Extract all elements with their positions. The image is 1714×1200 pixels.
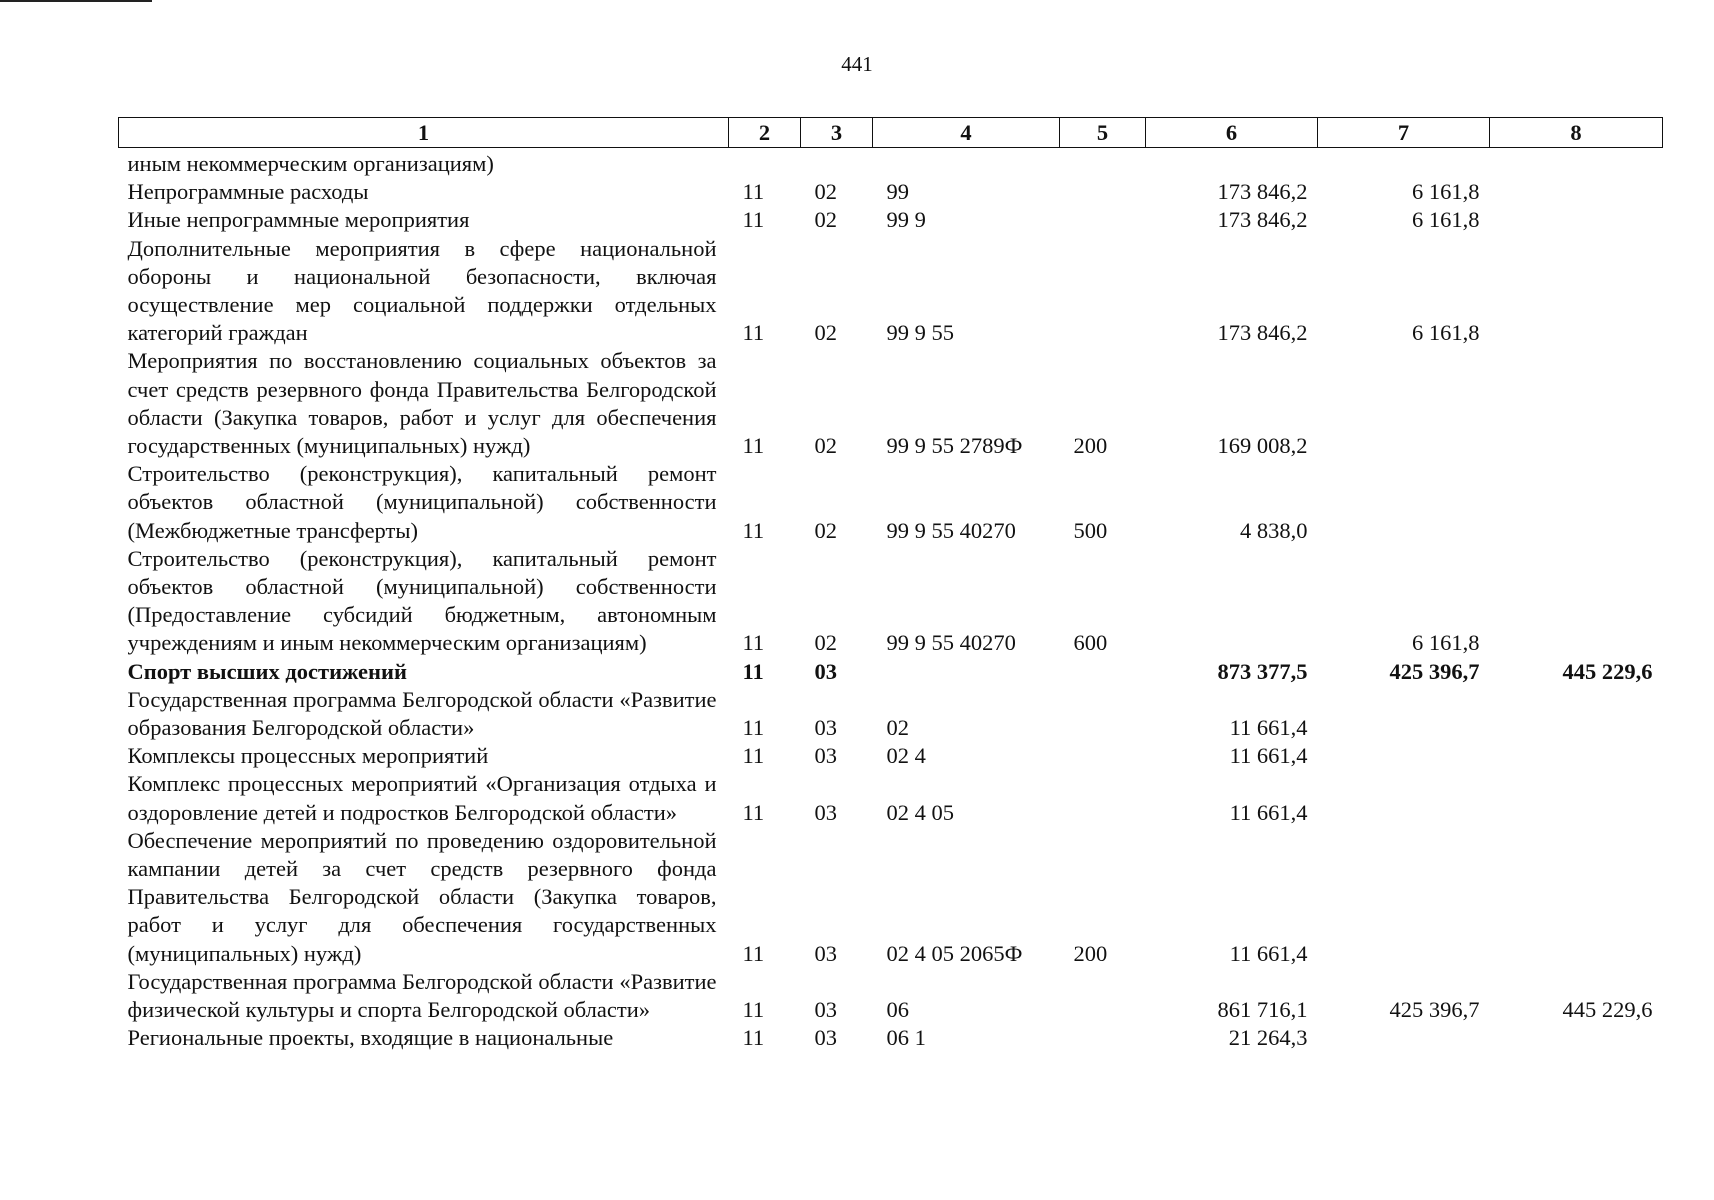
row-name: Дополнительные мероприятия в сфере национальной обороны и национальной безопасности, включая осуществление мер социальной поддержки отдельных категорий граждан	[127, 235, 717, 346]
row-amount-year-2	[1318, 347, 1490, 460]
table-row	[119, 148, 1663, 179]
row-expense-type: 200	[1073, 433, 1108, 459]
row-subsection: 02	[814, 320, 837, 346]
row-amount-year-2: 425 396,7	[1389, 658, 1480, 684]
table-row	[119, 235, 1663, 348]
row-target-article: 99 9 55 40270	[886, 517, 1016, 543]
row-target-article	[873, 148, 1060, 179]
row-expense-type: 500	[1073, 517, 1108, 543]
row-expense-type: 600	[1073, 630, 1108, 656]
row-section: 11	[742, 320, 765, 346]
row-amount-year-3	[1490, 545, 1663, 658]
row-amount-year-3	[1490, 742, 1663, 770]
row-amount-year-3	[1490, 686, 1663, 742]
row-subsection: 02	[814, 630, 837, 656]
row-amount-year-3	[1490, 235, 1663, 348]
row-name: Государственная программа Белгородской области «Развитие физической культуры и спорта Белгородской области»	[127, 968, 717, 1023]
row-subsection: 03	[814, 1025, 837, 1051]
row-amount-year-2: 6 161,8	[1412, 207, 1480, 233]
row-subsection: 03	[814, 940, 837, 966]
row-subsection: 03	[814, 997, 837, 1023]
row-subsection	[801, 148, 873, 179]
table-row	[119, 686, 1663, 742]
row-section: 11	[742, 207, 765, 233]
row-amount-year-2: 6 161,8	[1412, 320, 1480, 346]
row-expense-type	[1060, 178, 1146, 206]
table-row	[119, 545, 1663, 658]
row-amount-year-1: 873 377,5	[1217, 658, 1308, 684]
row-amount-year-2	[1318, 686, 1490, 742]
top-rule	[0, 0, 152, 2]
row-amount-year-2	[1318, 827, 1490, 968]
row-subsection: 03	[814, 799, 837, 825]
row-expense-type	[1060, 742, 1146, 770]
row-section: 11	[742, 997, 765, 1023]
row-subsection: 03	[814, 715, 837, 741]
budget-table	[118, 117, 1663, 1053]
header-col-5: 5	[1060, 118, 1146, 148]
table-row	[119, 460, 1663, 545]
header-col-1: 1	[119, 118, 729, 148]
row-amount-year-1	[1146, 545, 1318, 658]
row-amount-year-2	[1318, 460, 1490, 545]
header-col-3: 3	[801, 118, 873, 148]
row-amount-year-2: 6 161,8	[1412, 179, 1480, 205]
row-section	[729, 148, 801, 179]
table-row	[119, 827, 1663, 968]
row-amount-year-2	[1318, 148, 1490, 179]
row-amount-year-1: 173 846,2	[1217, 207, 1308, 233]
row-target-article: 02 4 05	[886, 799, 954, 825]
table-row	[119, 770, 1663, 826]
row-amount-year-3	[1490, 148, 1663, 179]
row-expense-type	[1060, 235, 1146, 348]
row-name: Мероприятия по восстановлению социальных объектов за счет средств резервного фонда Правительства Белгородской области (Закупка товаров, работ и услуг для обеспечения государственных (муниципальных) нужд)	[127, 348, 717, 459]
table-row	[119, 658, 1663, 686]
row-subsection: 02	[814, 179, 837, 205]
row-name: иным некоммерческим организациям)	[127, 151, 494, 176]
row-subsection: 02	[814, 207, 837, 233]
table-header	[119, 118, 1663, 148]
table-row	[119, 178, 1663, 206]
row-amount-year-3	[1490, 770, 1663, 826]
row-name: Иные непрограммные мероприятия	[127, 207, 470, 233]
header-col-4: 4	[873, 118, 1060, 148]
row-section: 11	[742, 517, 765, 543]
row-amount-year-1: 11 661,4	[1229, 743, 1308, 769]
row-amount-year-3: 445 229,6	[1562, 658, 1653, 684]
row-amount-year-2	[1318, 742, 1490, 770]
row-target-article	[873, 658, 1060, 686]
row-expense-type	[1060, 148, 1146, 179]
table-row	[119, 1024, 1663, 1052]
row-amount-year-1: 169 008,2	[1217, 433, 1308, 459]
row-name: Непрограммные расходы	[127, 179, 369, 205]
table-row	[119, 968, 1663, 1024]
row-section: 11	[742, 179, 765, 205]
row-amount-year-3: 445 229,6	[1562, 997, 1653, 1023]
row-target-article: 02 4	[886, 743, 926, 769]
row-target-article: 99 9	[886, 207, 926, 233]
row-name: Региональные проекты, входящие в национальные	[127, 1025, 614, 1051]
row-name: Строительство (реконструкция), капитальный ремонт объектов областной (муниципальной) собственности (Предоставление субсидий бюджетным, автономным учреждениям и иным некоммерческим организациям)	[127, 545, 717, 656]
row-amount-year-1: 861 716,1	[1217, 997, 1308, 1023]
row-section: 11	[742, 743, 765, 769]
row-name: Государственная программа Белгородской области «Развитие образования Белгородской области»	[127, 686, 717, 741]
table-body	[119, 148, 1663, 1053]
row-expense-type	[1060, 206, 1146, 234]
row-section: 11	[742, 799, 765, 825]
header-row	[119, 118, 1663, 148]
row-expense-type	[1060, 968, 1146, 1024]
row-target-article: 02	[886, 715, 909, 741]
row-name: Комплексы процессных мероприятий	[127, 743, 489, 769]
row-amount-year-3	[1490, 347, 1663, 460]
page-number: 441	[841, 52, 873, 76]
row-target-article: 06	[886, 997, 909, 1023]
header-col-2: 2	[729, 118, 801, 148]
row-amount-year-3	[1490, 460, 1663, 545]
row-amount-year-1: 11 661,4	[1229, 940, 1308, 966]
table-row	[119, 347, 1663, 460]
row-subsection: 03	[814, 743, 837, 769]
row-expense-type	[1060, 686, 1146, 742]
row-amount-year-1: 4 838,0	[1240, 517, 1308, 543]
row-section: 11	[742, 433, 765, 459]
row-amount-year-1: 173 846,2	[1217, 320, 1308, 346]
row-section: 11	[742, 715, 765, 741]
row-expense-type	[1060, 770, 1146, 826]
row-amount-year-2	[1318, 1024, 1490, 1052]
row-name: Строительство (реконструкция), капитальный ремонт объектов областной (муниципальной) собственности (Межбюджетные трансферты)	[127, 461, 717, 543]
row-amount-year-1: 11 661,4	[1229, 799, 1308, 825]
header-col-7: 7	[1318, 118, 1490, 148]
row-amount-year-3	[1490, 1024, 1663, 1052]
table-row	[119, 742, 1663, 770]
row-section: 11	[742, 630, 765, 656]
row-name: Обеспечение мероприятий по проведению оздоровительной кампании детей за счет средств резервного фонда Правительства Белгородской области (Закупка товаров, работ и услуг для обеспечения государственных (муниципальных) нужд)	[127, 827, 717, 966]
row-target-article: 99 9 55 2789Ф	[886, 433, 1023, 459]
row-section: 11	[742, 658, 764, 684]
row-expense-type	[1060, 658, 1146, 686]
row-amount-year-2	[1318, 770, 1490, 826]
row-section: 11	[742, 940, 765, 966]
row-target-article: 99	[886, 179, 909, 205]
row-target-article: 99 9 55 40270	[886, 630, 1016, 656]
row-expense-type: 200	[1073, 940, 1108, 966]
row-amount-year-2: 425 396,7	[1389, 997, 1480, 1023]
row-amount-year-1	[1146, 148, 1318, 179]
row-amount-year-3	[1490, 206, 1663, 234]
row-target-article: 99 9 55	[886, 320, 954, 346]
row-section: 11	[742, 1025, 765, 1051]
row-amount-year-1: 21 264,3	[1228, 1025, 1308, 1051]
row-name: Комплекс процессных мероприятий «Организация отдыха и оздоровление детей и подростков Белгородской области»	[127, 771, 717, 825]
row-amount-year-2: 6 161,8	[1412, 630, 1480, 656]
row-target-article: 02 4 05 2065Ф	[886, 940, 1023, 966]
row-subsection: 02	[814, 517, 837, 543]
row-amount-year-3	[1490, 178, 1663, 206]
row-amount-year-1: 11 661,4	[1229, 715, 1308, 741]
row-subsection: 03	[814, 658, 837, 684]
header-col-8: 8	[1490, 118, 1663, 148]
row-expense-type	[1060, 1024, 1146, 1052]
header-col-6: 6	[1146, 118, 1318, 148]
row-amount-year-1: 173 846,2	[1217, 179, 1308, 205]
row-amount-year-3	[1490, 827, 1663, 968]
row-target-article: 06 1	[886, 1025, 926, 1051]
row-name: Спорт высших достижений	[127, 658, 407, 684]
table-row	[119, 206, 1663, 234]
row-subsection: 02	[814, 433, 837, 459]
